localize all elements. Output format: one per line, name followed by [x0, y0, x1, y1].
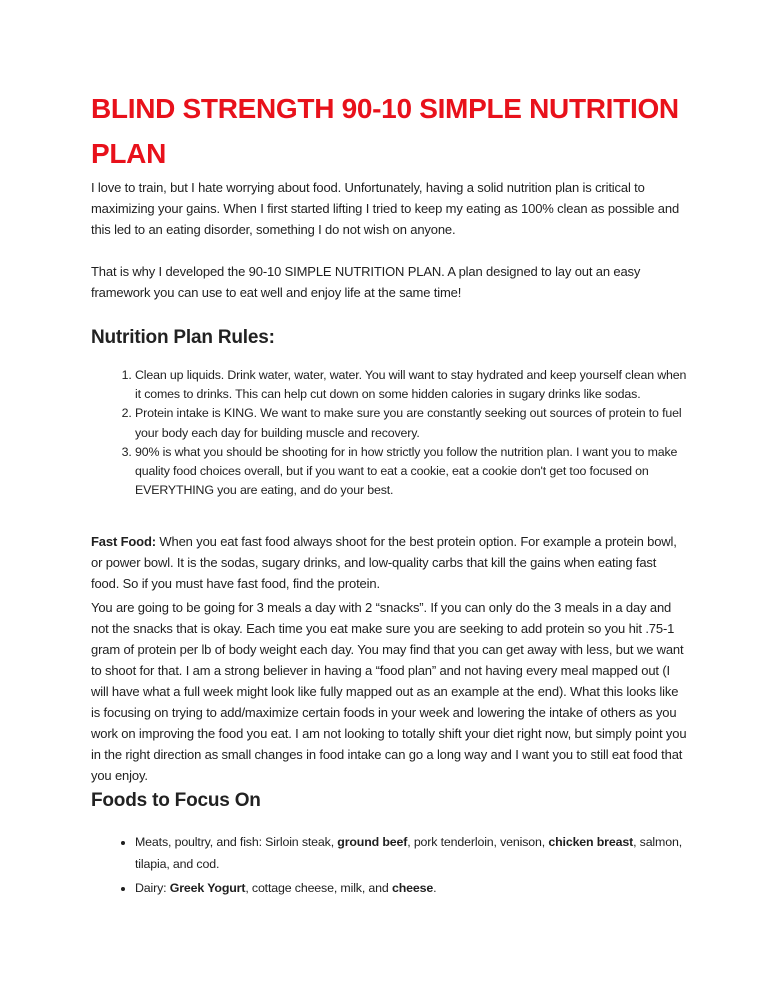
fast-food-text: When you eat fast food always shoot for the best protein option. For example a protein bowl, or power bowl. It is the sodas, sugary drinks, and low-quality carbs that kill the gains when eating fast food. So if you must have fast food, find the protein. [91, 534, 677, 591]
foods-heading: Foods to Focus On [91, 790, 261, 811]
rules-heading: Nutrition Plan Rules: [91, 327, 275, 348]
fast-food-paragraph [91, 531, 687, 594]
item-bold: chicken breast [548, 835, 634, 849]
list-item [135, 877, 687, 899]
document-title: BLIND STRENGTH 90-10 SIMPLE NUTRITION PLAN [91, 93, 679, 169]
meals-paragraph: You are going to be going for 3 meals a day with 2 “snacks”. If you can only do the 3 meals in a day and not the snacks that is okay. Each time you eat make sure you are seeking to add protein so you hit .75-1 gram of protein per lb of body weight each day. You may find that you can get away with less, but we want to shoot for that. I am a strong believer in having a “food plan” and not having every meal mapped out (I will have what a full week might look like fully mapped out as an example at the end). What this looks like is focusing on trying to add/maximize certain foods in your week and lowering the intake of others as you work on improving the food you eat. I am not looking to totally shift your diet right now, but simply point you in the right direction as small changes in food intake can go a long way and I want you to still eat food that you enjoy. [91, 600, 687, 783]
item-text: , cottage cheese, milk, and [245, 881, 392, 895]
fast-food-label: Fast Food: [91, 534, 156, 549]
foods-list [91, 831, 687, 901]
item-text: , salmon, tilapia, and cod. [135, 835, 682, 871]
item-text: . [433, 881, 437, 895]
intro-paragraph: That is why I developed the 90-10 SIMPLE NUTRITION PLAN. A plan designed to lay out an easy framework you can use to eat well and enjoy life at the same time! [91, 264, 641, 300]
list-item: 3. 90% is what you should be shooting for in how strictly you follow the nutrition plan. I want you to make quality food choices overall, but if you want to eat a cookie, eat a cookie don't get too focused on EVERYTHING you are eating, and do your best. [135, 443, 687, 501]
intro-paragraph: I love to train, but I hate worrying about food. Unfortunately, having a solid nutrition plan is critical to maximizing your gains. When I first started lifting I tried to keep my eating as 100% clean as possible and this led to an eating disorder, something I do not wish on anyone. [91, 180, 680, 237]
item-text: Dairy: [135, 881, 170, 895]
list-item: 1. Clean up liquids. Drink water, water, water. You will want to stay hydrated and keep yourself clean when it comes to drinks. This can help cut down on some hidden calories in sugary drinks like sodas. [135, 366, 687, 404]
item-bold: Greek Yogurt [169, 881, 246, 895]
item-text: , pork tenderloin, venison, [407, 835, 549, 849]
rules-list [91, 366, 687, 500]
item-bold: ground beef [337, 835, 408, 849]
list-item: 2. Protein intake is KING. We want to make sure you are constantly seeking out sources of protein to fuel your body each day for building muscle and recovery. [135, 404, 687, 442]
item-bold: cheese [391, 881, 434, 895]
list-item [135, 831, 687, 875]
item-text: Meats, poultry, and fish: Sirloin steak, [135, 835, 338, 849]
